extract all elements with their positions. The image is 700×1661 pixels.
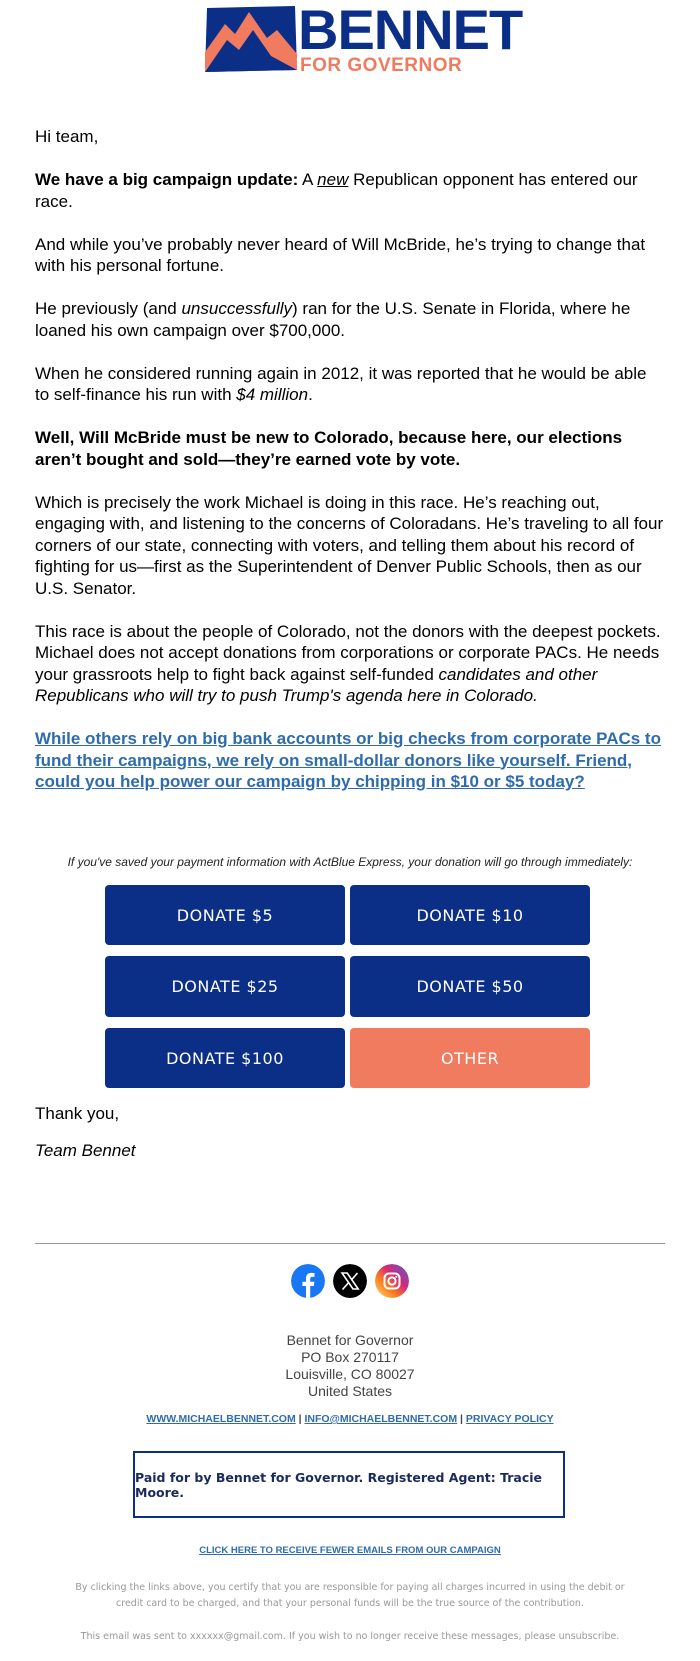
paragraph-3 [35, 298, 665, 341]
p1-bold: We have a big campaign update: [35, 170, 299, 189]
closing [35, 1103, 136, 1177]
donate-25-button[interactable]: DONATE $25 [105, 956, 345, 1017]
paragraph-4 [35, 363, 665, 406]
p3-em: unsuccessfully [181, 299, 293, 318]
donate-ask-link[interactable]: While others rely on big bank accounts or big checks from corporate PACs to fund their campaigns, we rely on small-dollar donors like yourself. Friend, could you help power our campaign by chipping in $10 or $5 today? [35, 729, 661, 791]
p1-new: new [317, 170, 349, 189]
donate-10-button[interactable]: DONATE $10 [350, 885, 590, 945]
donate-100-button[interactable]: DONATE $100 [105, 1028, 345, 1088]
greeting: Hi team, [35, 127, 99, 146]
p4-em: $4 million [236, 385, 309, 404]
footer-divider [35, 1243, 665, 1244]
paragraph-1 [35, 169, 665, 212]
fewer-emails-link[interactable]: CLICK HERE TO RECEIVE FEWER EMAILS FROM OUR CAMPAIGN [199, 1545, 501, 1556]
contribution-disclaimer: By clicking the links above, you certify that you are responsible for paying all charges incurred in using the debit or credit card to be charged, and that your personal funds will be the true source of the contribution. [75, 1582, 625, 1609]
p5-bold: Well, Will McBride must be new to Colorado, because here, our elections aren’t bought and sold—they’re earned vote by vote. [35, 428, 623, 469]
email-link[interactable]: INFO@MICHAELBENNET.COM [304, 1413, 458, 1425]
sent-to-notice: This email was sent to xxxxxx@gmail.com. If you wish to no longer receive these messages, please unsubscribe. [80, 1631, 620, 1642]
p3-a: He previously (and [35, 299, 182, 318]
donate-other-button[interactable]: OTHER [350, 1028, 590, 1088]
social-links [291, 1264, 411, 1298]
fewer-emails [0, 1545, 700, 1556]
paragraph-2: And while you’ve probably never heard of Will McBride, he’s trying to change that with his personal fortune. [35, 234, 646, 275]
address-org: Bennet for Governor [286, 1332, 414, 1348]
p4-a: When he considered running again in 2012, it was reported that he would be able to self-finance his run with [35, 363, 647, 404]
logo-subtitle: FOR GOVERNOR [300, 55, 463, 76]
signature-text: Team Bennet [35, 1141, 136, 1160]
address-city: Louisville, CO 80027 [285, 1366, 415, 1382]
ask-paragraph [35, 728, 665, 793]
facebook-icon[interactable] [291, 1264, 325, 1298]
donate-5-button[interactable]: DONATE $5 [105, 885, 345, 945]
paragraph-5 [35, 427, 665, 470]
address-country: United States [307, 1383, 393, 1399]
p4-b: . [308, 385, 313, 404]
p7-em: candidates and other Republicans who will try to push Trump's agenda here in Colorado. [35, 664, 598, 705]
privacy-policy-link[interactable]: PRIVACY POLICY [465, 1413, 554, 1425]
mountain-logo-icon [205, 4, 297, 74]
p3-b: ) ran for the U.S. Senate in Florida, where he loaned his own campaign over $700,000. [35, 299, 631, 340]
donate-50-button[interactable]: DONATE $50 [350, 956, 590, 1017]
instagram-icon[interactable] [375, 1264, 409, 1298]
logo-name: BENNET [298, 0, 523, 61]
link-separator: | [295, 1413, 305, 1425]
bennet-logo[interactable] [205, 0, 523, 76]
letter-body [35, 126, 665, 814]
thank-you: Thank you, [35, 1104, 120, 1123]
mailing-address [0, 1332, 700, 1400]
p1-a: A [298, 170, 318, 189]
p1-b: Republican opponent has entered our race. [35, 170, 638, 211]
link-separator: | [457, 1413, 466, 1425]
x-icon[interactable] [333, 1264, 367, 1298]
p7-a: This race is about the people of Colorado, not the donors with the deepest pockets. Michael does not accept donations from corporations or corporate PACs. He needs your grassroots help to fight back against self-funded [35, 621, 661, 684]
address-po-box: PO Box 270117 [301, 1349, 399, 1365]
footer-links [0, 1413, 700, 1425]
website-link[interactable]: WWW.MICHAELBENNET.COM [146, 1413, 296, 1425]
actblue-express-note: If you've saved your payment information with ActBlue Express, your donation will go through immediately: [67, 855, 633, 869]
paragraph-7 [35, 621, 665, 707]
paid-for-disclaimer: Paid for by Bennet for Governor. Registered Agent: Tracie Moore. [133, 1451, 565, 1518]
signature [35, 1140, 136, 1161]
paragraph-6: Which is precisely the work Michael is doing in this race. He’s reaching out, engaging with, and listening to the concerns of Coloradans. He’s traveling to all four corners of our state, connecting with voters, and telling them about his record of fighting for us—first as the Superintendent of Denver Public Schools, then as our U.S. Senator. [35, 492, 664, 598]
